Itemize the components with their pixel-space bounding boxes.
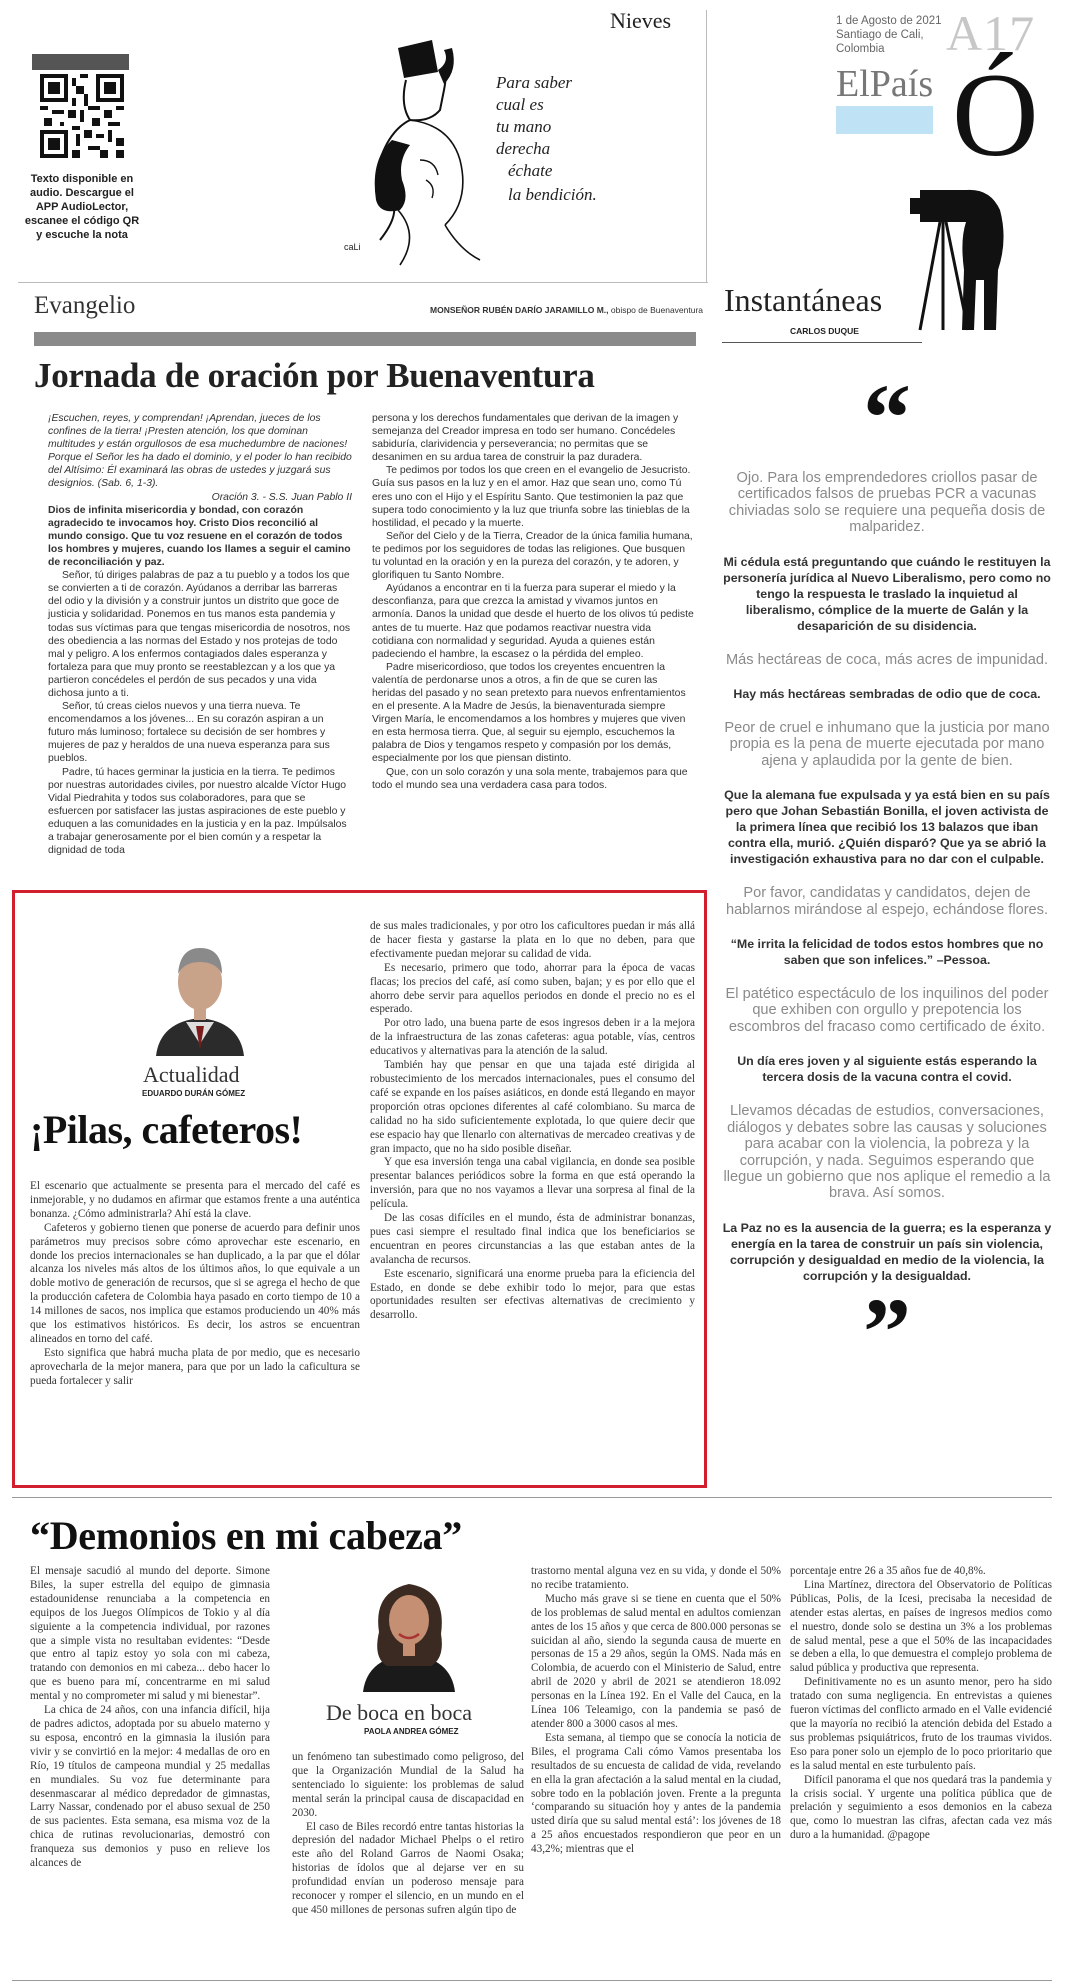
actualidad-column-2 [370,920,695,1323]
demonios-author: PAOLA ANDREA GÓMEZ [364,1727,459,1736]
actualidad-paragraph: Y que esa inversión tenga una cabal vigilancia, en donde sea posible presentar balances periódicos sobre la forma en que está operando la inversión, para que no nos vayamos a llevar una sorpresa al final de la película. [370,1156,695,1211]
actualidad-paragraph: Es necesario, primero que todo, ahorrar para la época de vacas flacas; los precios del café, así como suben, bajan; y es por ello que el ahorro debe servir para aquellos periodos en donde el precio no es el esperado. [370,961,695,1016]
bottom-rule [12,1980,1052,1981]
quote-item: Mi cédula está preguntando que cuándo le restituyen la personería jurídica al Nuevo Liberalismo, pero como no tengo la respuesta le traslado la inquietud al liberalismo, cómplice de la muerte de Galán y la desaparición de su disidencia. [723,554,1051,633]
demonios-paragraph: La chica de 24 años, con una infancia difícil, hija de padres adictos, adoptada por su abuelo materno y su esposa, encontró en la gimnasia la ilusión para vivir y se convirtió en la mejor: 4 medallas de oro en Río, 19 títulos de campeona mundial y 25 medallas en mundiales. Su voz fue determinante para desenmascarar al médico depredador de gimnastas, Larry Nassar, condenado por el abuso sexual de 250 de sus pacientes. Esta semana, esa misma voz de la chica de rutinas revolucionarias, demostró con franqueza sus demonios y puso en relieve los alcances de [30,1704,270,1870]
instantaneas-quotes [722,364,1052,1385]
page-number: A17 [946,5,1036,61]
demonios-headline: “Demonios en mi cabeza” [30,1513,462,1558]
demonios-paragraph: Esta semana, al tiempo que se conocía la noticia de Biles, el programa Cali cómo Vamos presentaba los resultados de su encuesta de calidad de vida, revelando en ella la gran afectación a la salud mental en la ciudad, sobre todo en la población joven. Frente a la pregunta ‘comparando su situación hoy y antes de la pandemia usted diría que su salud mental está’: los jóvenes de 18 a 25 años encuestados respondieron que peor en un 43,2%; mientras que el [531,1731,781,1856]
quote-item: El patético espectáculo de los inquilinos del poder que exhiben con orgullo y prepotencia los escombros del fracaso como certificado de éxito. [725,986,1049,1035]
cartoon-text-6: la bendición. [508,185,597,204]
evangelio-paragraph: Te pedimos por todos los que creen en el evangelio de Jesucristo. Guía sus pasos en la luz y en el amor. Haz que sean uno, como Tú eres uno con el Hijo y el Espíritu Santo. Que testimonien la paz que supera todo conocimiento y la luz que triunfa sobre las tinieblas de la hostilidad, el pecado y la muerte. [372,465,691,529]
actualidad-paragraph: de sus males tradicionales, y por otro los caficultores puedan ir más allá de hacer fiesta y gastarse la plata en lo que no deben, para que efectivamente puedan mejorar su calidad de vida. [370,920,695,960]
qr-code-icon[interactable] [40,74,124,158]
evangelio-byline [430,305,703,315]
evangelio-lead: Dios de infinita misericordia y bondad, con corazón agradecido te invocamos hoy. Cristo Dios reconcilió al mundo consigo. Que tu voz resuene en el corazón de todos los hombres y mujeres, cuando los llames a seguir el camino de reconciliación y paz. [48,504,351,569]
evangelio-paragraph: persona y los derechos fundamentales que derivan de la imagen y semejanza del Creador impresa en todo ser humano. Concédeles sabiduría, clarividencia y perseverancia; no permitas que se desanimen en su ardua tarea de construir la paz duradera. [372,413,679,464]
actualidad-paragraph: De las cosas difíciles en el mundo, ésta de administrar bonanzas, pues casi siempre el resultado final indica que los beneficiarios se encuentran en peores circunstancias a las que estaban antes de la avalancha de recursos. [370,1212,695,1266]
demonios-paragraph: Definitivamente no es un asunto menor, pero ha sido tratado con suma negligencia. En entrevistas a quienes fueron víctimas del conflicto armado en el Valle evidencié que la mayoría no recibió la atención debida del Estado a sus problemas psiquiátricos, fruto de los traumas vividos. Eso para poner solo un ejemplo de lo poco prioritario que es la salud mental en este turbulento país. [790,1676,1052,1772]
cartoon-text-3: tu mano [496,117,552,136]
demonios-paragraph: Lina Martínez, directora del Observatorio de Políticas Públicas, Polis, de la Icesi, precisaba la necesidad de atender estas alertas, en países de ingresos medios como el nuestro, donde solo se destina un 3% a los problemas de salud mental, pese a que el 50% de las incapacidades se deben a ella, lo que demuestra el complejo problema de salud pública y productiva que representa. [790,1578,1052,1675]
photographer-silhouette-icon [880,160,1060,340]
cartoon-text-1: Para saber [496,73,573,92]
evangelio-paragraph: Ayúdanos a encontrar en ti la fuerza para superar el miedo y la desconfianza, para que crezca la amistad y vivamos juntos en armonía. Danos la unidad que desde el huerto de los olivos tú pediste antes de tu muerte. Haz que podamos reactivar nuestra vida cotidiana con normalidad y seguridad. Ayuda a quienes están padeciendo el hambre, la escasez o la pérdida del empleo. [372,583,694,660]
evangelio-paragraph: Señor, tú creas cielos nuevos y una tierra nueva. Te encomendamos a los jóvenes... En su corazón aspiran a un futuro más luminoso; fortalece su decisión de ser hombres y mujeres de paz y heraldos de una nueva esperanza para sus pueblos. [48,701,330,765]
quote-item: Llevamos décadas de estudios, conversaciones, diálogos y debates sobre las causas y soluciones para acabar con la violencia, la pobreza y la corrupción, y nada. Seguimos esperando que llegue un gobierno que nos aplique el remedio a la brava. Así somos. [723,1103,1051,1202]
demonios-paragraph: porcentaje entre 26 a 35 años fue de 40,8%. [790,1565,986,1577]
demonios-paragraph: Mucho más grave si se tiene en cuenta que el 50% de los problemas de salud mental en adultos comienzan antes de los 15 años y que cerca de 800.000 personas se suicidan al año, siendo la segunda causa de muerte en personas de 15 a 29 años, según la OMS. Nada más en Colombia, de acuerdo con el Ministerio de Salud, entre abril de 2020 y abril de 2021 se atendieron 18.092 personas en la Línea 192. En el Valle del Cauca, en la Línea 106 Teleamigo, con la pandemia se pasó de atender 800 a 3000 casos al mes. [531,1592,781,1730]
cartoon-signature: caLi [344,242,361,252]
demonios-paragraph: El caso de Biles recordó entre tantas historias la depresión del nadador Michael Phelps o el retiro este año del Roland Garros de Naomi Osaka; historias de ídolos que al dejarse ver en su profundidad envían un poderoso mensaje para reconocer y romper el silencio, en un mundo en el que 450 millones de personas sufren algún tipo de [292,1820,524,1916]
demonios-column-3 [531,1565,781,1857]
cartoon-text-4: derecha [496,139,551,158]
actualidad-author: EDUARDO DURÁN GÓMEZ [142,1089,246,1098]
logo-el: El [836,63,870,105]
logo-accent-bar [836,106,933,134]
actualidad-paragraph: Cafeteros y gobierno tienen que ponerse de acuerdo para definir unos parámetros muy precisos sobre cómo aprovechar este escenario, en donde los precios internacionales se han duplicado, a la par que el dólar alcanza los niveles más altos de los últimos años, lo que equivale a un doble motivo de generación de recursos, que si se agrega el hecho de que la producción cafetera de Colombia haya pasado en corto tiempo de 10 a 14 millones de sacos, nos implica que estamos produciendo un 40% más que los estimativos históricos. Es decir, los astros se encuentran alineados en torno del café. [30,1221,360,1345]
evangelio-paragraph: Señor, tú diriges palabras de paz a tu pueblo y a todos los que se convierten a ti de corazón. Ayúdanos a derribar las barreras del odio y la división y a construir juntos un distrito que goce de justicia y solidaridad. Ponemos en tus manos esta pandemia y todas sus víctimas para que tengas misericordia de nosotros, nos des obediencia a las normas del Estado y nos protejas de todo mal y peligro. A los enfermos contagiados dales esperanza y fortaleza para que muy pronto se reestablezcan y a los que ya partieron concédeles el perdón de sus pecados y una vida dichosa junto a ti. [48,570,351,699]
demonios-column-4 [790,1565,1052,1843]
demonios-section-title: De boca en boca [326,1700,472,1725]
evangelio-headline: Jornada de oración por Buenaventura [34,356,595,395]
actualidad-paragraph: Este escenario, significará una enorme prueba para la eficiencia del Estado, en donde se debe exhibir todo lo mejor, para que estas oportunidades resulten ser efectivas alternativas de crecimiento y desarrollo. [370,1267,695,1322]
evangelio-section-title: Evangelio [34,292,136,319]
open-quote-icon: “ [863,364,911,471]
section-divider [12,1497,1052,1498]
demonios-paragraph: un fenómeno tan subestimado como peligroso, del que la Organización Mundial de la Salud ha sentenciado lo siguiente: los problemas de salud mental serán la principal causa de discapacidad en 2030. [292,1751,524,1819]
close-quote-icon: ” [863,1277,911,1385]
instantaneas-section-title: Instantáneas [724,282,883,318]
quote-item: Un día eres joven y al siguiente estás esperando la tercera dosis de la vacuna contra el covid. [737,1054,1037,1085]
quote-item: Ojo. Para los emprendedores criollos pasar de certificados falsos de pruebas PCR a vacunas chiviadas solo se requiere una pequeña dosis de malparidez. [728,470,1046,536]
qr-caption: Texto disponible en audio. Descargue el APP AudioLector, escanee el código QR y escuche la nota [24,173,140,241]
evangelio-author: MONSEÑOR RUBÉN DARÍO JARAMILLO M., [430,305,609,315]
cartoon-illustration [340,10,700,280]
evangelio-column-1 [48,412,352,857]
actualidad-paragraph: También hay que pensar en que una tajada esté dirigida al robustecimiento de los mercados internacionales, pues el consumo del café se expande en los países asiáticos, en donde está llegando en mayor proporción otras opciones diferentes al café colombiano. Su marca de calidad no ha sido suficientemente explotada, lo que quiere decir que ese espacio hay que llenarlo con alternativas de mercadeo creativas y de gran impacto, que no ha sido posible diseñar. [370,1059,695,1155]
demonios-paragraph: El mensaje sacudió al mundo del deporte. Simone Biles, la super estrella del equipo de gimnasia estadounidense renunciaba a la competencia en equipos de los Juegos Olímpicos de Tokio y al día siguiente a la competencia individual, por razones que a simple vista no resultaban evidentes: “Desde que entro al tapiz estoy yo sola con mi cabeza, tratando con demonios en mi cabeza... debo hacer lo que es bueno para mí, concentrarme en mi salud mental y no comprometer mi salud y mi bienestar”. [30,1565,270,1703]
cartoon-label: Nieves [610,8,672,33]
evangelio-paragraph: Padre, tú haces germinar la justicia en la tierra. Te pedimos por nuestras autoridades civiles, por nuestro alcalde Víctor Hugo Vidal Piedrahita y todos sus colaboradores, para que se esfuercen por satisfacer las justas aspiraciones de este pueblo y eduquen a las comunidades en la justicia y en la paz. Impúlsalos a trabajar generosamente por el bien común y a respetar la dignidad de toda [48,766,347,857]
author-portrait-eduardo [146,926,254,1056]
evangelio-divider-bar [34,332,696,346]
quote-item: “Me irrita la felicidad de todos estos hombres que no saben que son infelices.” –Pessoa. [730,937,1044,968]
quote-item: Que la alemana fue expulsada y ya está bien en su país pero que Johan Sebastián Bonilla, el joven activista de la primera línea que recibió los 13 balazos que iban contra ella, murió. ¿Quién disparó? Que ya se abrió la investigación exhaustiva para no dar con el culpable. [724,788,1050,867]
actualidad-paragraph: Esto significa que habrá mucha plata de por medio, que es necesario aprovecharla de la mejor manera, para que por un lado la caficultura se pueda fortalecer y salir [30,1346,360,1387]
edition-date: 1 de Agosto de 2021 Santiago de Cali, Colombia [836,15,942,55]
actualidad-section-title: Actualidad [143,1062,240,1087]
demonios-paragraph: Difícil panorama el que nos quedará tras la pandemia y la crisis social. Y urgente una política pública que de prelación y seguimiento a esos demonios en la cabeza que, como lo muestran las cifras, afectan cada vez más duro a la humanidad. @pagope [790,1773,1052,1842]
evangelio-citation: Oración 3. - S.S. Juan Pablo II [211,491,352,503]
demonios-column-1 [30,1565,270,1871]
instantaneas-author: CARLOS DUQUE [790,326,859,336]
cartoon-frame-bottom [18,282,708,283]
actualidad-paragraph: El escenario que actualmente se presenta para el mercado del café es inmejorable, y no dudamos en afirmar que estamos frente a una auténtica bonanza. ¿Cómo administrarla? Ahí está la clave. [30,1180,360,1220]
quote-item: Hay más hectáreas sembradas de odio que de coca. [733,687,1041,702]
cartoon-frame-right [706,10,707,282]
author-portrait-paola [355,1562,463,1692]
evangelio-author-role: obispo de Buenaventura [608,305,704,315]
demonios-column-2 [292,1751,524,1918]
actualidad-paragraph: Por otro lado, una buena parte de esos ingresos deben ir a la mejora de la infraestructura de las zonas cafeteras: agua potable, vías, centros educativos y alternativas para la atención de la salud. [370,1017,695,1058]
opinion-section-letter: Ó [952,48,1039,181]
instantaneas-rule [722,342,922,343]
cartoon-text-5: échate [508,161,553,180]
actualidad-column-1 [30,1180,360,1389]
evangelio-paragraph: Padre misericordioso, que todos los creyentes encuentren la valentía de perdonarse unos a otros, a fin de que se curen las heridas del pasado y no sean pretexto para nuevos enfrentamientos en el presente. A la Madre de Jesús, la bienaventurada siempre Virgen María, le encomendamos a los hombres y mujeres que viven en esta hermosa tierra. Que, al seguir su ejemplo, escuchemos la palabra de Dios y tengamos respeto y compasión por los demás, especialmente por los que piensan distinto. [372,661,686,765]
evangelio-paragraph: Señor del Cielo y de la Tierra, Creador de la única familia humana, te pedimos por los seguidores de todas las religiones. Que busquen tu voluntad en la oración y en la pureza del corazón, y te adoren, y glorifiquen tu Santo Nombre. [372,530,693,582]
evangelio-column-2 [372,412,694,792]
cartoon-text-2: cual es [496,95,544,114]
quote-item: Más hectáreas de coca, más acres de impunidad. [725,651,1049,668]
actualidad-headline: ¡Pilas, cafeteros! [30,1107,303,1152]
el-pais-logo[interactable] [836,62,933,106]
evangelio-paragraph: Que, con un solo corazón y una sola mente, trabajemos para que todo el mundo sea una verdadera casa para todos. [372,766,688,791]
evangelio-epigraph: ¡Escuchen, reyes, y comprendan! ¡Aprendan, jueces de los confines de la tierra! ¡Presten atención, los que dominan multitudes y están orgullosos de esa muchedumbre de naciones! Porque el Señor les ha dado el dominio, y el poder lo han recibido del Altísimo: Él examinará las obras de ustedes y juzgará sus designios. (Sab. 6, 1-3). [48,413,352,490]
quote-item: La Paz no es la ausencia de la guerra; es la esperanza y energía en la tarea de construir un país sin violencia, corrupción y desigualdad en medio de la violencia, la corrupción y la desigualdad. [722,1220,1052,1283]
logo-pais: País [869,63,934,105]
demonios-paragraph: trastorno mental alguna vez en su vida, y donde el 50% no recibe tratamiento. [531,1565,781,1591]
qr-header-bar [32,54,129,70]
quote-item: Peor de cruel e inhumano que la justicia por mano propia es la pena de muerte ejecutada por mano ajena y aplaudida por la gente de bien. [724,720,1050,769]
quote-item: Por favor, candidatas y candidatos, dejen de hablarnos mirándose al espejo, echándose flores. [725,885,1049,918]
